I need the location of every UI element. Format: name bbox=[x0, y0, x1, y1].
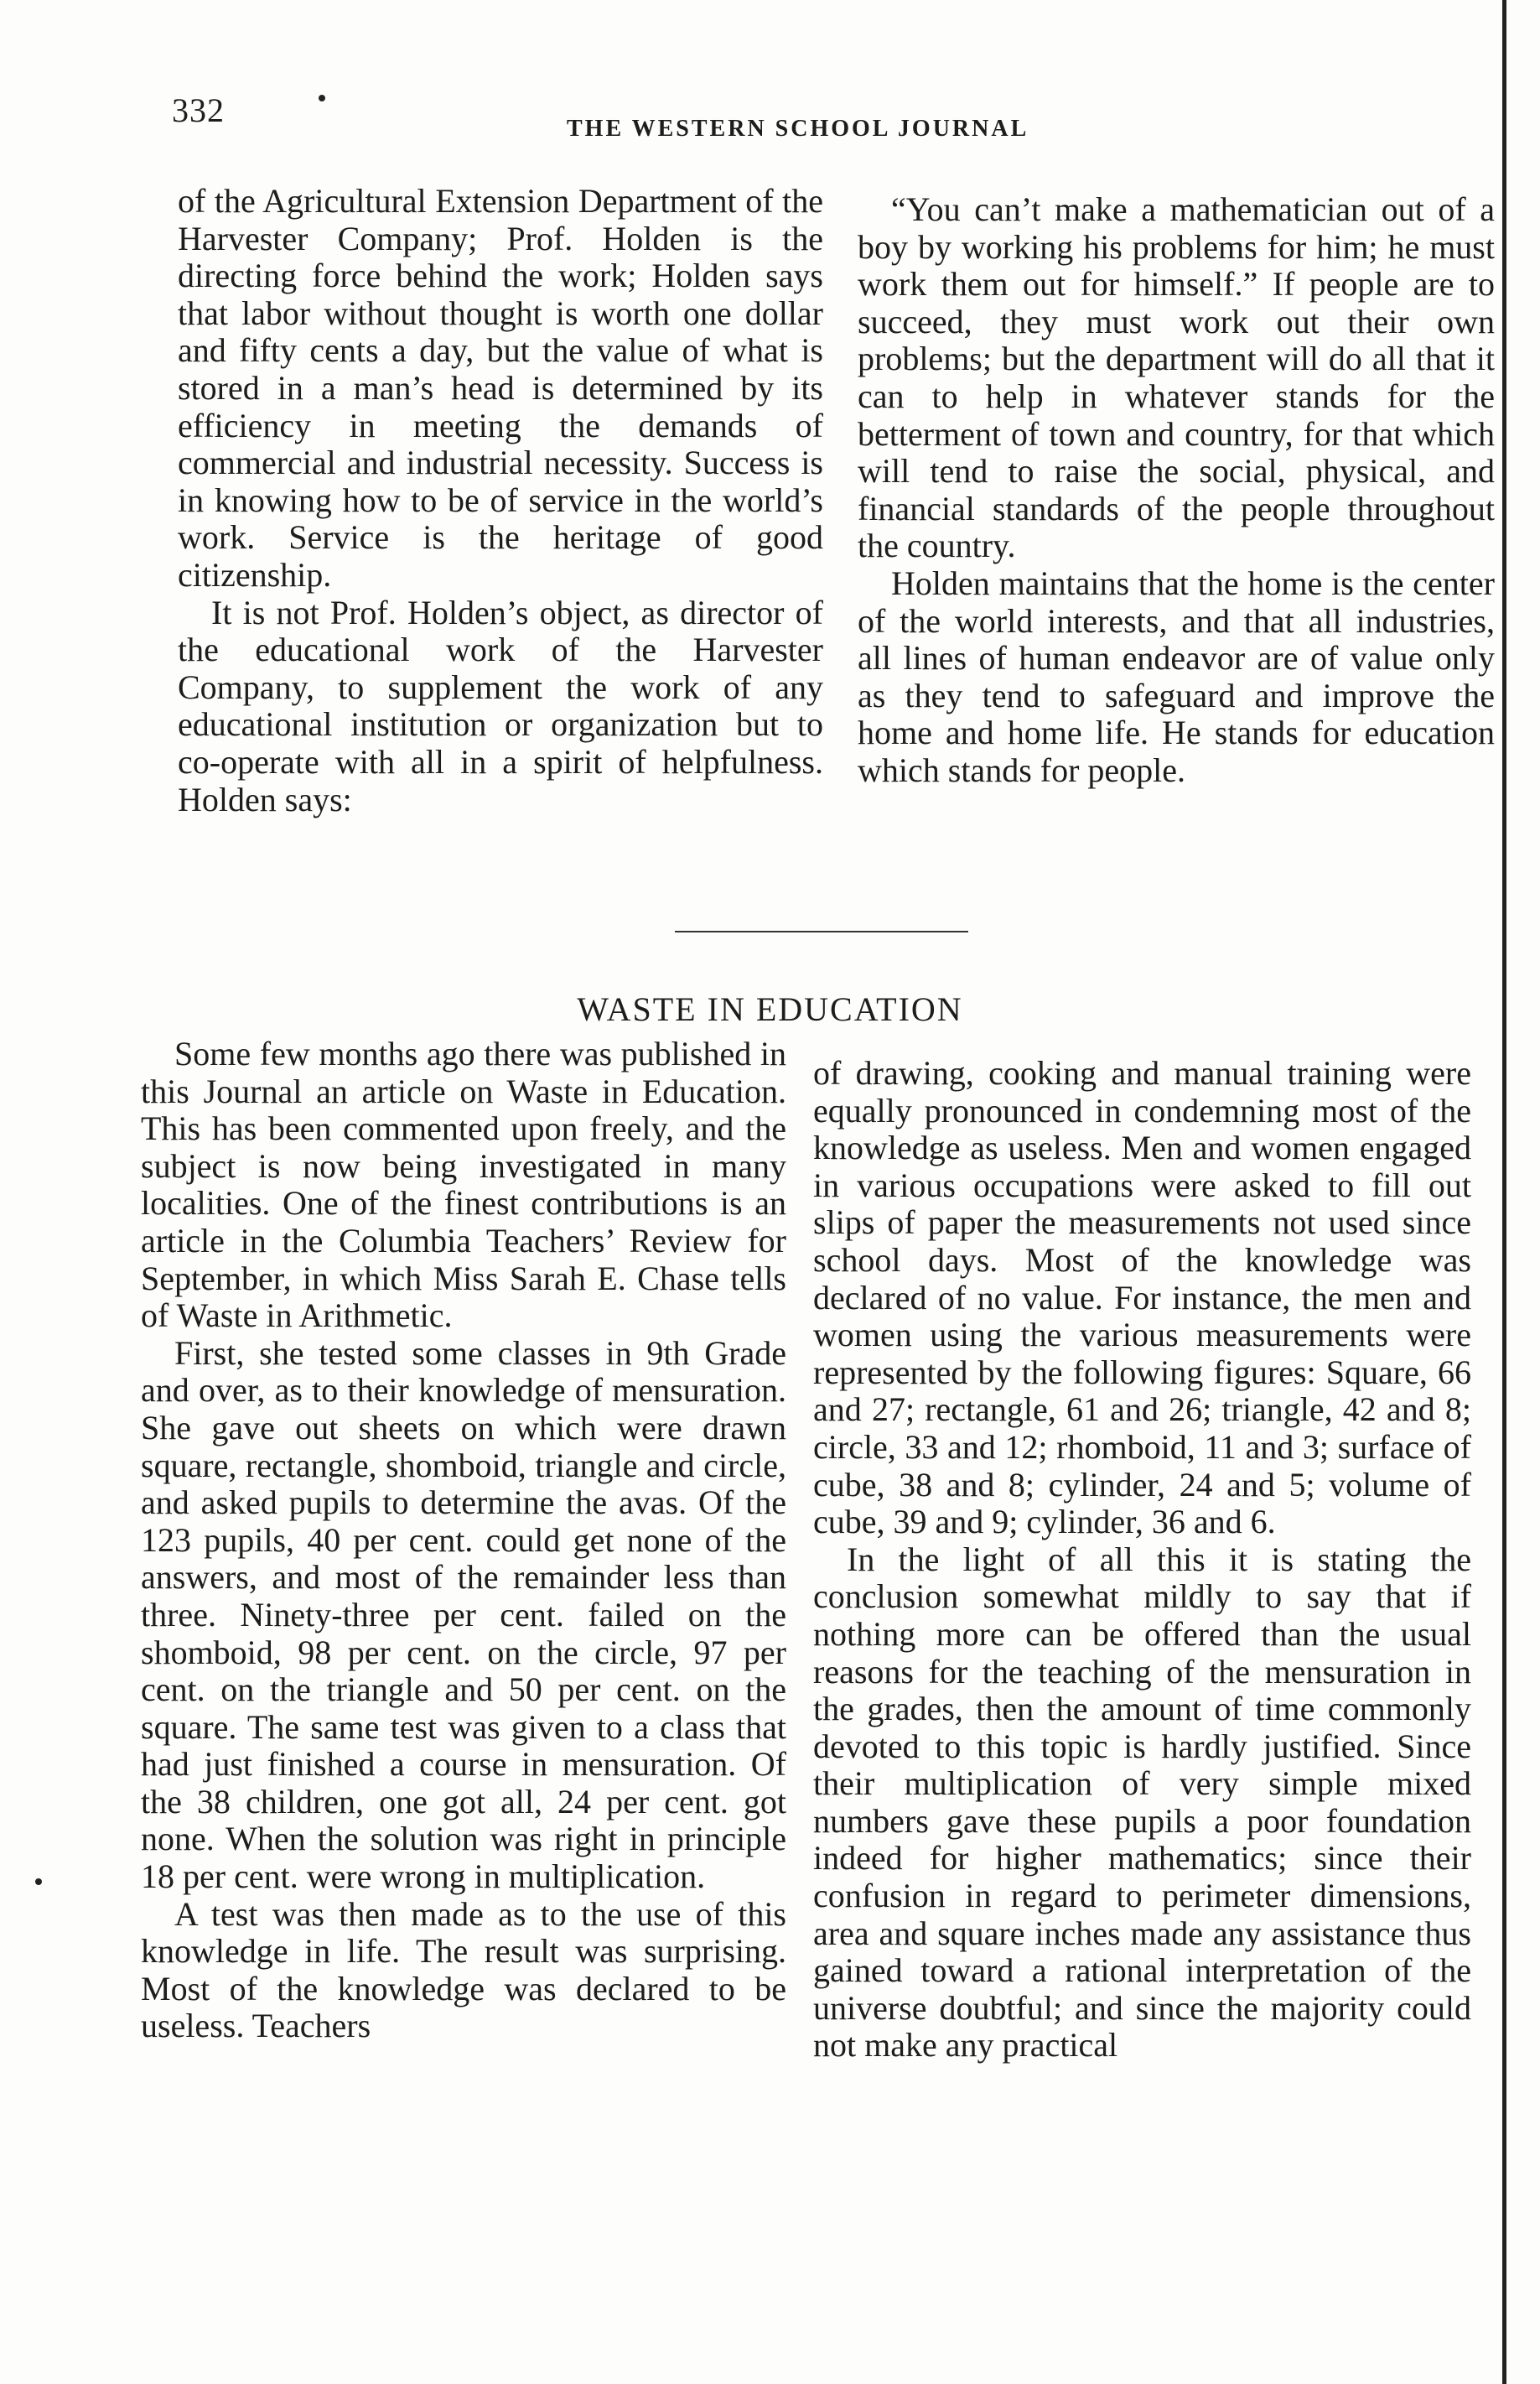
ink-speck-top bbox=[319, 95, 325, 101]
paragraph: “You can’t make a mathematician out of a boy by working his problems for him; he must work them out for himself.” If people are to succeed, they must work out their own problems; but the department will do all that it can to help in whatever stands for the betterment of town and country, for that which will tend to raise the social, physical, and financial standards of the people throughout the country. bbox=[858, 190, 1495, 565]
page-number: 332 bbox=[172, 91, 225, 129]
paragraph: It is not Prof. Holden’s object, as director of the educational work of the Harvester Company, to supplement the work of any educational institution or organization but to co-operate with all in a spirit of helpfulness. Holden says: bbox=[178, 593, 823, 818]
running-head: THE WESTERN SCHOOL JOURNAL bbox=[567, 116, 1029, 142]
ink-speck-margin bbox=[35, 1878, 42, 1885]
section-separator-rule bbox=[675, 931, 968, 932]
upper-article-right-column bbox=[858, 191, 1495, 790]
paragraph: In the light of all this it is stating the conclusion somewhat mildly to say that if nothing more can be offered than the usual reasons for the teaching of the mensuration in the grades, then the amount of time commonly devoted to this topic is hardly justified. Since their multiplication of very simple mixed numbers gave these pupils a poor foundation indeed for higher mathematics; since their confusion in regard to perimeter dimensions, area and square inches made any assistance thus gained toward a rational interpretation of the universe doubtful; and since the majority could not make any practical bbox=[813, 1540, 1471, 2065]
article-title: WASTE IN EDUCATION bbox=[577, 990, 963, 1028]
page-edge-rule bbox=[1502, 0, 1506, 2384]
paragraph: First, she tested some classes in 9th Grade and over, as to their knowledge of mensuration. She gave out sheets on which were drawn square, rectangle, shomboid, triangle and circle, and asked pupils to determine the avas. Of the 123 pupils, 40 per cent. could get none of the answers, and most of the remainder less than three. Ninety-three per cent. failed on the shomboid, 98 per cent. on the circle, 97 per cent. on the triangle and 50 per cent. on the square. The same test was given to a class that had just finished a course in mensuration. Of the 38 children, one got all, 24 per cent. got none. When the solution was right in principle 18 per cent. were wrong in multiplication. bbox=[141, 1333, 786, 1896]
waste-article-left-column bbox=[141, 1036, 786, 2045]
paragraph: Some few months ago there was published in this Journal an article on Waste in Education. This has been commented upon freely, and the subject is now being investigated in many localities. One of the finest contributions is an article in the Columbia Teachers’ Review for September, in which Miss Sarah E. Chase tells of Waste in Arithmetic. bbox=[141, 1035, 786, 1335]
paragraph: Holden maintains that the home is the center of the world interests, and that all industries, all lines of human endeavor are of value only as they tend to safeguard and improve the home and home life. He stands for education which stands for people. bbox=[858, 564, 1495, 789]
waste-article-right-column bbox=[813, 1055, 1471, 2065]
paragraph: of drawing, cooking and manual training were equally pronounced in condemning most of the knowledge as useless. Men and women engaged in various occupations were asked to fill out slips of paper the measurements not used since school days. Most of the knowledge was declared of no value. For instance, the men and women using the various measurements were represented by the following figures: Square, 66 and 27; rectangle, 61 and 26; triangle, 42 and 8; circle, 33 and 12; rhomboid, 11 and 3; surface of cube, 38 and 8; cylinder, 24 and 5; volume of cube, 39 and 9; cylinder, 36 and 6. bbox=[813, 1054, 1471, 1541]
upper-article-left-column bbox=[178, 183, 823, 818]
paragraph: of the Agricultural Extension Department of the Harvester Company; Prof. Holden is the directing force behind the work; Holden says that labor without thought is worth one dollar and fifty cents a day, but the value of what is stored in a man’s head is determined by its efficiency in meeting the demands of commercial and industrial necessity. Success is in knowing how to be of service in the world’s work. Service is the heritage of good citizenship. bbox=[178, 182, 823, 594]
paragraph: A test was then made as to the use of this knowledge in life. The result was surprising. Most of the knowledge was declared to be useless. Teachers bbox=[141, 1894, 786, 2045]
